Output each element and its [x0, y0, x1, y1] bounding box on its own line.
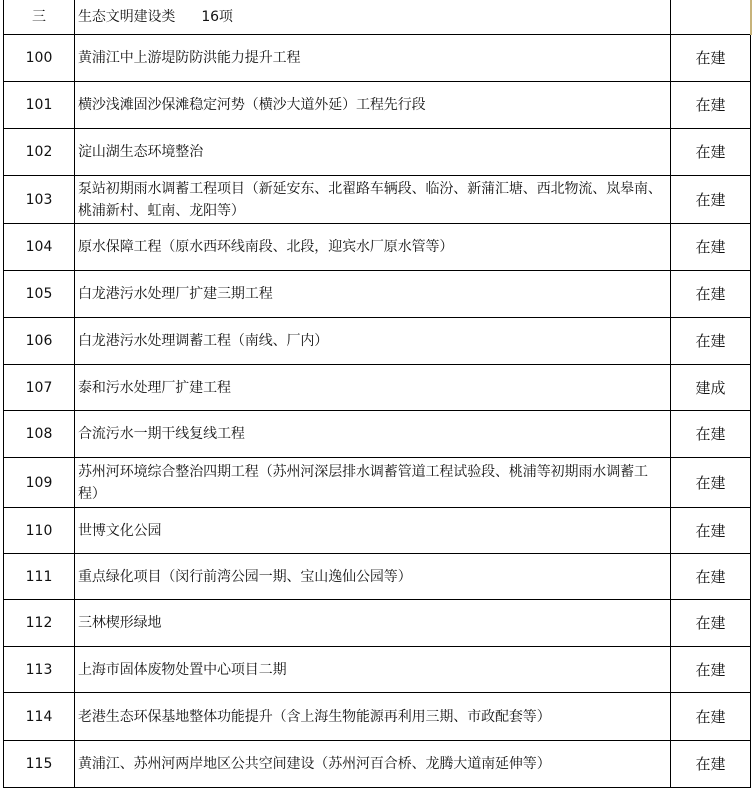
project-status: 在建 [671, 600, 751, 647]
row-number: 111 [4, 554, 75, 600]
section-count: 16项 [201, 9, 233, 25]
project-status: 在建 [671, 741, 751, 788]
row-number: 100 [4, 35, 75, 82]
section-header-row [4, 0, 751, 35]
project-status: 建成 [671, 365, 751, 411]
project-name: 合流污水一期干线复线工程 [75, 411, 671, 458]
table-row [4, 271, 751, 318]
project-name: 泵站初期雨水调蓄工程项目（新延安东、北翟路车辆段、临汾、新蒲汇塘、西北物流、岚皋南、桃浦新村、虹南、龙阳等） [75, 176, 671, 224]
table-row [4, 508, 751, 554]
project-name: 黄浦江中上游堤防防洪能力提升工程 [75, 35, 671, 82]
project-name: 黄浦江、苏州河两岸地区公共空间建设（苏州河百合桥、龙腾大道南延伸等） [75, 741, 671, 788]
table-row [4, 35, 751, 82]
row-number: 102 [4, 129, 75, 176]
project-name: 原水保障工程（原水西环线南段、北段，迎宾水厂原水管等） [75, 224, 671, 271]
project-name: 白龙港污水处理调蓄工程（南线、厂内） [75, 318, 671, 365]
project-status: 在建 [671, 554, 751, 600]
project-name: 老港生态环保基地整体功能提升（含上海生物能源再利用三期、市政配套等） [75, 693, 671, 741]
row-number: 115 [4, 741, 75, 788]
table-row [4, 318, 751, 365]
project-name: 横沙浅滩固沙保滩稳定河势（横沙大道外延）工程先行段 [75, 82, 671, 129]
project-status: 在建 [671, 176, 751, 224]
row-number: 112 [4, 600, 75, 647]
row-number: 105 [4, 271, 75, 318]
table-row [4, 647, 751, 693]
project-status: 在建 [671, 129, 751, 176]
project-name: 淀山湖生态环境整治 [75, 129, 671, 176]
table-row [4, 458, 751, 508]
row-number: 113 [4, 647, 75, 693]
project-status: 在建 [671, 224, 751, 271]
project-name: 上海市固体废物处置中心项目二期 [75, 647, 671, 693]
section-title-cell [75, 0, 671, 35]
row-number: 109 [4, 458, 75, 508]
row-number: 108 [4, 411, 75, 458]
table-row [4, 176, 751, 224]
table-row [4, 554, 751, 600]
project-status: 在建 [671, 508, 751, 554]
project-name: 白龙港污水处理厂扩建三期工程 [75, 271, 671, 318]
project-status: 在建 [671, 82, 751, 129]
project-name: 苏州河环境综合整治四期工程（苏州河深层排水调蓄管道工程试验段、桃浦等初期雨水调蓄工程） [75, 458, 671, 508]
project-table [3, 0, 752, 788]
project-status: 在建 [671, 35, 751, 82]
row-number: 107 [4, 365, 75, 411]
project-status: 在建 [671, 411, 751, 458]
row-number: 103 [4, 176, 75, 224]
project-status: 在建 [671, 458, 751, 508]
table-row [4, 82, 751, 129]
row-number: 101 [4, 82, 75, 129]
project-name: 三林楔形绿地 [75, 600, 671, 647]
table-row [4, 411, 751, 458]
table-row [4, 693, 751, 741]
row-number: 106 [4, 318, 75, 365]
project-name: 泰和污水处理厂扩建工程 [75, 365, 671, 411]
table-row [4, 600, 751, 647]
project-status: 在建 [671, 693, 751, 741]
project-status: 在建 [671, 318, 751, 365]
row-number: 110 [4, 508, 75, 554]
table-row [4, 129, 751, 176]
project-name: 世博文化公园 [75, 508, 671, 554]
section-number: 三 [4, 0, 75, 35]
row-number: 114 [4, 693, 75, 741]
project-name: 重点绿化项目（闵行前湾公园一期、宝山逸仙公园等） [75, 554, 671, 600]
project-status: 在建 [671, 647, 751, 693]
project-status: 在建 [671, 271, 751, 318]
table-row [4, 365, 751, 411]
table-row [4, 224, 751, 271]
table-row [4, 741, 751, 788]
section-status-cell [671, 0, 751, 35]
row-number: 104 [4, 224, 75, 271]
section-title: 生态文明建设类 [78, 9, 176, 25]
